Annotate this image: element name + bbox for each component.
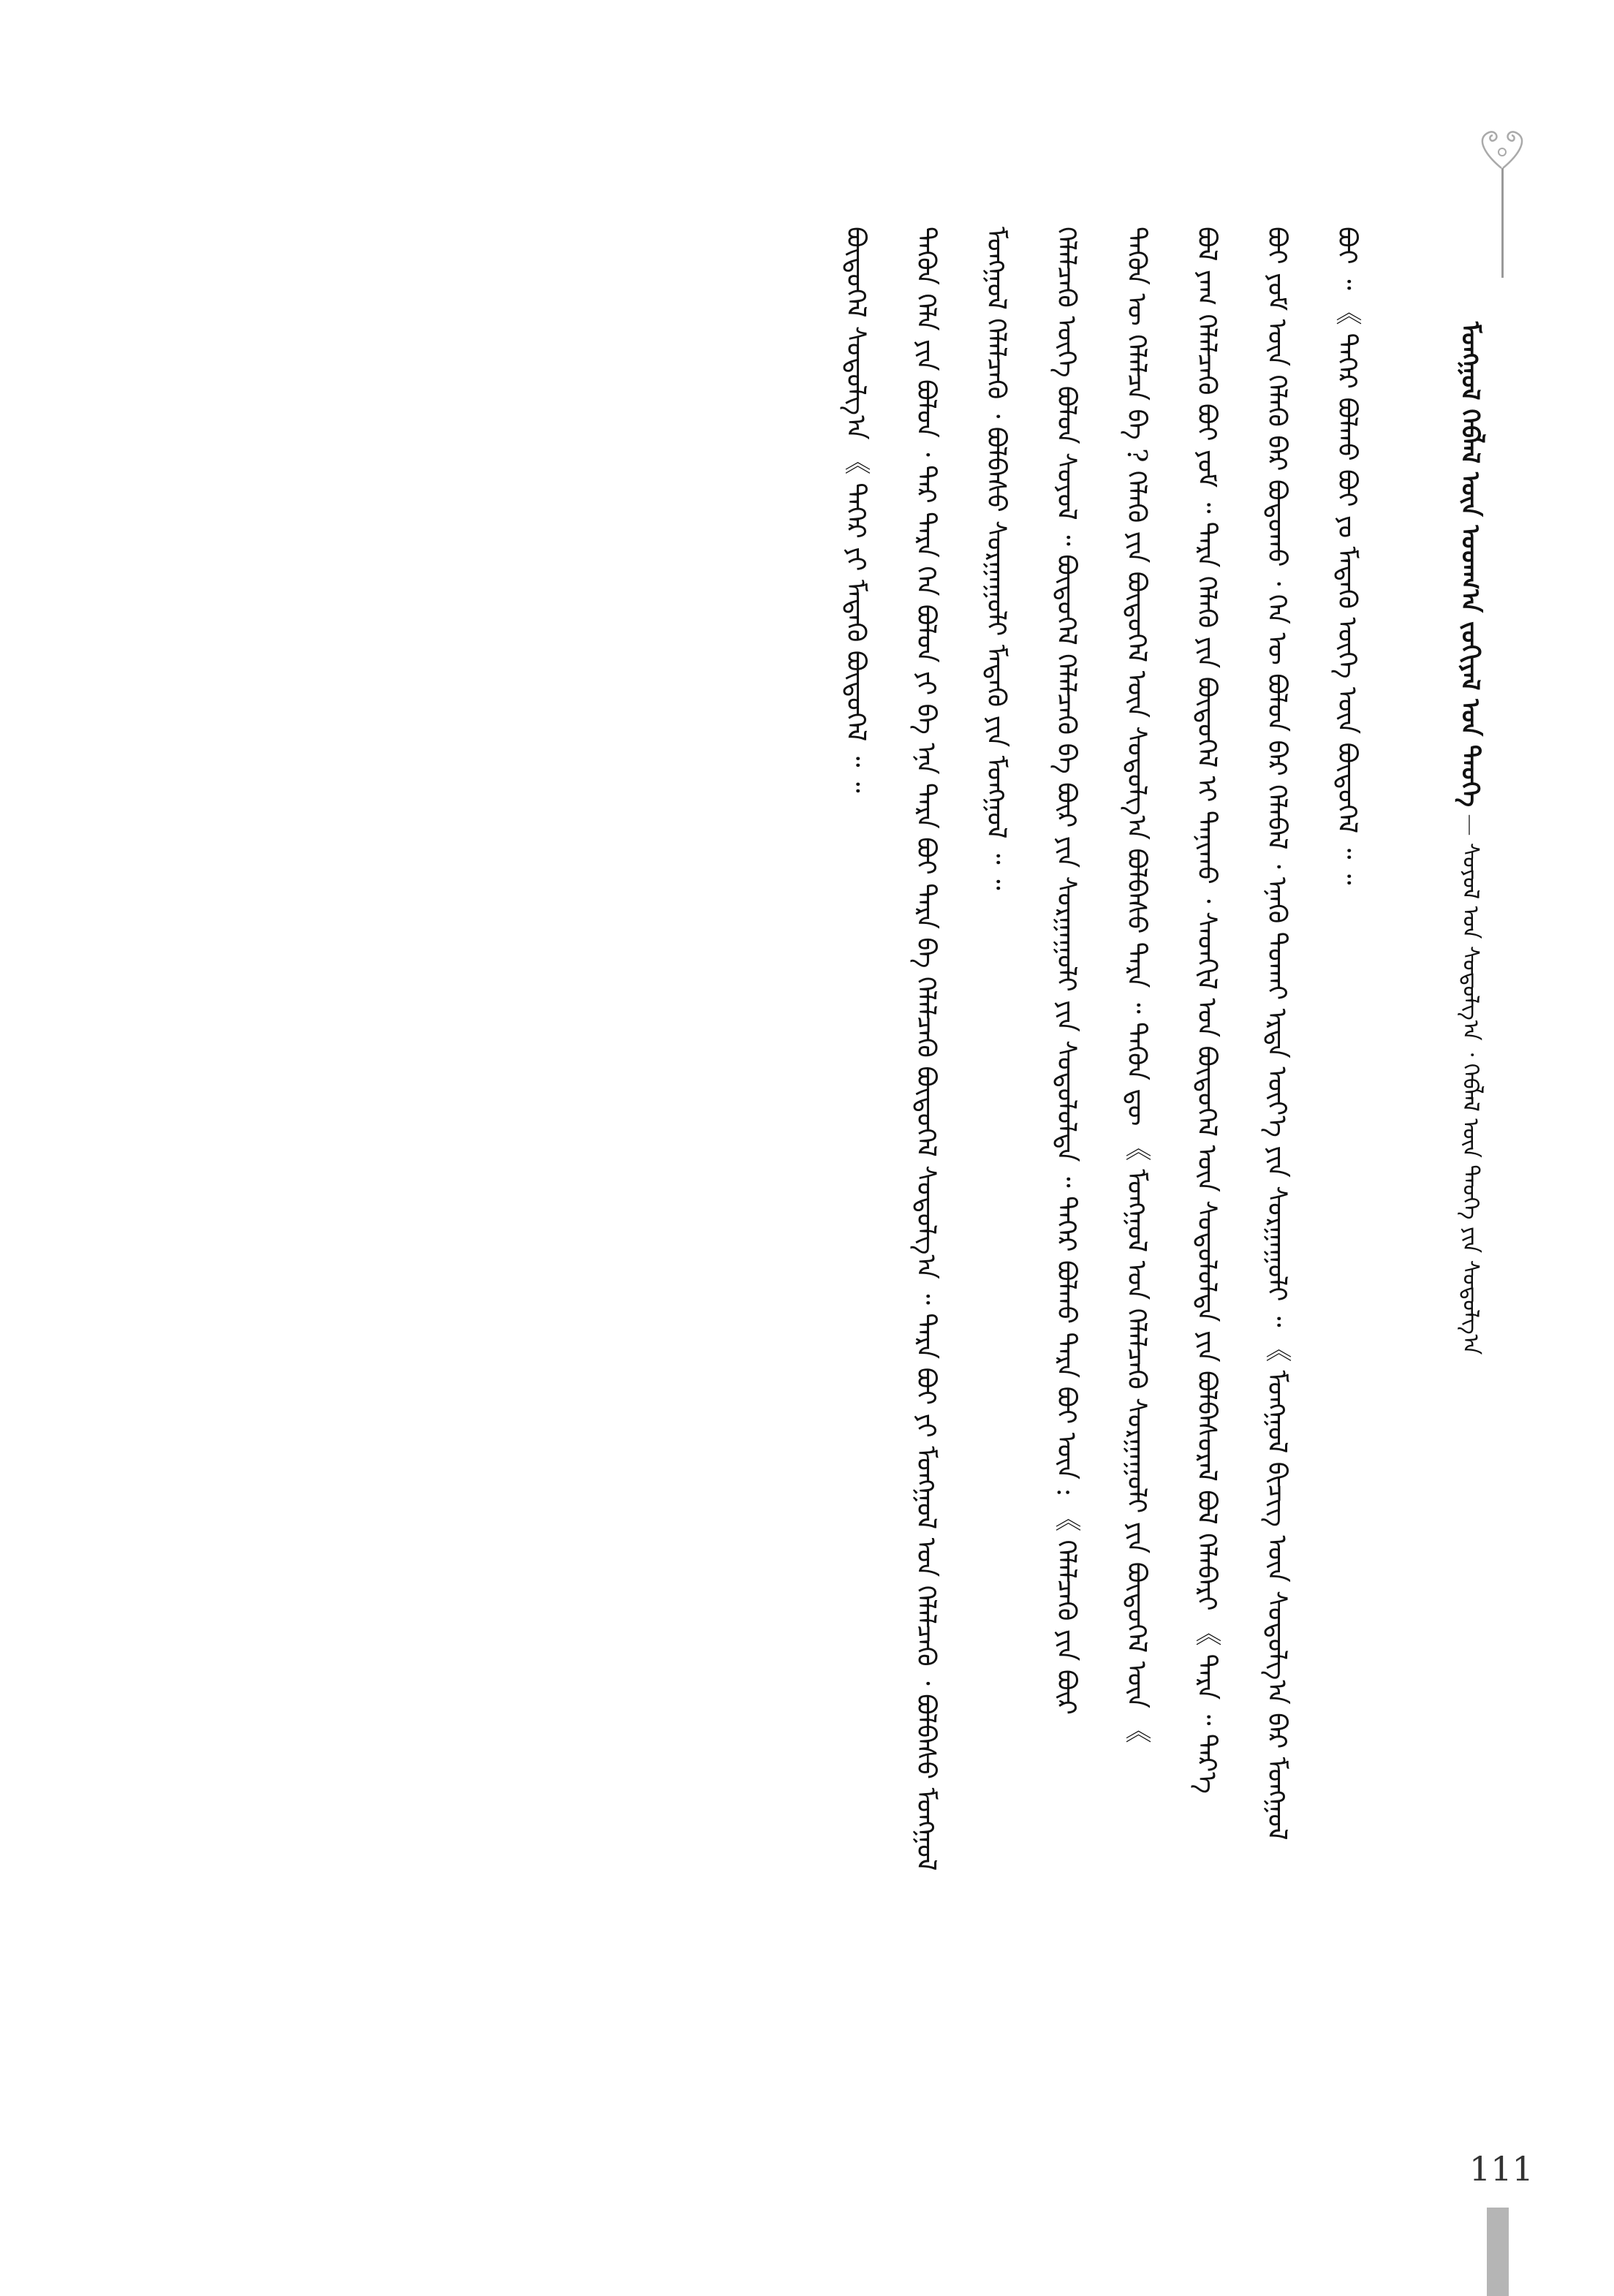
page-number: 111 (1469, 2149, 1534, 2189)
header-separator: — (1458, 814, 1483, 836)
header-rule (1501, 168, 1504, 278)
body-text (197, 227, 1382, 2091)
text-column: ᠲᠡᠭᠦᠨ ᠦ ᠬᠡᠯᠡᠯᠴᠡ ᠪᠠ ? ᠬᠡᠯᠡᠬᠦ ᠶᠢᠨ ᠪᠦᠲᠦᠭᠡᠯ ᠦᠨ ᠰᠤᠳᠤᠯᠭ᠎ᠠ ᠪᠣᠯᠪᠠᠰᠤ ᠲᠡᠷᠡ ᠃ ᠲᠡᠭᠦᠨ ᠳᠦ 《 ᠮᠣᠩᠭᠣᠯ ᠤᠨ ᠬᠡᠯᠡᠯᠴᠡᠬᠦ ᠰᠤᠷᠭᠠᠭᠤᠯᠢ ᠶᠢᠨ ᠪᠦᠲᠦᠭᠡᠯ ᠦᠨ 《 (1121, 227, 1151, 1743)
text-column: ᠪᠤᠢ ᠃ 《 ᠲᠡᠭᠡᠷ ᠪᠣᠯᠬᠤ ᠪᠤᠢ ᠶᠤ ᠮᠡᠳᠡᠬᠦ ᠦᠭᠡ ᠦᠨ ᠪᠦᠲᠦᠭᠡᠯ ᠃ ᠃ (1332, 227, 1362, 885)
text-column: ᠬᠡᠯᠡᠯᠴᠡᠬᠦ ᠦᠭᠡ ᠪᠣᠯᠤᠨ ᠰᠣᠶᠣᠯ ᠃ ᠪᠦᠲᠦᠭᠡᠯ ᠬᠡᠯᠡᠯᠴᠡᠬᠦ ᠪᠠ ᠪᠦᠷ ᠶᠢᠨ ᠰᠤᠷᠭᠠᠭᠤᠯᠢ ᠶᠢᠨ ᠰᠤᠳᠤᠯᠤᠯᠲᠠ ᠃ ᠲᠡᠭᠡᠷ ᠪᠣᠯᠬᠤ ᠲᠡᠷᠡ ᠪᠤᠢ ᠦᠨ : 《 ᠬᠡᠯᠡᠯᠴᠡᠬᠦ ᠶᠢᠨ ᠪᠦᠷ (1051, 227, 1081, 1715)
text-column: ᠪᠣᠯ ᠶᠠᠭ ᠬᠡᠯᠡᠯᠴᠡᠬᠦ ᠪᠤᠢ ᠶᠤᠮ ᠃ ᠲᠡᠷᠡ ᠬᠡᠯᠡᠬᠦ ᠶᠢᠨ ᠪᠦᠲᠦᠭᠡᠯ ᠢ ᠲᠠᠨᠢᠬᠤ ᠂ ᠰᠡᠳᠬᠢᠯ ᠤᠨ ᠪᠦᠲᠦᠭᠡᠯ ᠦᠨ ᠰᠤᠳᠤᠯᠤᠯᠲᠠ ᠶᠢᠨ ᠪᠣᠯᠪᠠᠰᠤᠷᠠᠯ ᠪᠣᠯ ᠬᠡᠯᠡᠪᠡᠷᠢ 《 ᠲᠡᠷᠡ ᠃ ᠲᠡᠷ᠎ᠡ (1191, 227, 1221, 1794)
running-header (1455, 322, 1528, 1355)
text-column: ᠪᠦᠲᠦᠭᠡᠯ ᠰᠤᠳᠤᠯᠭ᠎ᠠ 《 ᠲᠡᠭᠡᠷ ᠶᠢ ᠮᠡᠳᠡᠬᠦ ᠪᠦᠲᠦᠭᠡᠯ ᠃ ᠃ (841, 227, 871, 793)
text-column: ᠲᠡᠭᠦᠨ ᠬᠡᠯᠡ ᠶᠢᠨ ᠪᠣᠯᠤᠨ ᠂ ᠲᠡᠷ ᠲᠡᠷᠡ ᠬᠡᠨ ᠪᠣᠯᠤᠨ ᠶᠢ ᠪᠠ ᠡᠨᠡ ᠲᠡᠷᠡ ᠪᠤᠢ ᠲᠡᠷᠡ ᠪᠠ ᠬᠡᠯᠡᠯᠴᠡᠬᠦ ᠪᠦᠲᠦᠭᠡᠯ ᠰᠤᠳᠤᠯᠭ᠎ᠠ ᠃ ᠲᠡᠷᠡ ᠪᠤᠢ ᠶᠢ ᠮᠣᠩᠭᠣᠯ ᠤᠨ ᠬᠡᠯᠡᠯᠴᠡᠬᠦ ᠂ ᠪᠣᠯᠪᠠᠰᠤ ᠮᠣᠩᠭᠣᠯ (911, 227, 941, 1871)
header-title: ᠮᠣᠩᠭᠣᠯ ᠬᠡᠪᠯᠡᠯ ᠦᠨ ᠤᠳᠬ᠎ᠠ ᠵᠣᠬᠢᠶᠠᠯ ᠤᠨ ᠲᠡᠦᠬᠡ (1455, 322, 1485, 807)
header-subtitle: ᠰᠣᠶᠣᠯ ᠤᠨ ᠰᠤᠳᠤᠯᠭ᠎ᠠ ᠂ ᠬᠡᠪᠯᠡᠯ ᠦᠨ ᠲᠡᠦᠬᠡ ᠶᠢᠨ ᠰᠤᠳᠤᠯᠭ᠎ᠠ (1458, 843, 1483, 1355)
text-column: ᠮᠣᠩᠭᠣᠯ ᠬᠡᠯᠡᠯᠴᠡᠬᠦ ᠂ ᠪᠣᠯᠪᠠᠰᠤ ᠰᠤᠷᠭᠠᠭᠤᠯᠢ ᠮᠡᠳᠡᠬᠦ ᠶᠢᠨ ᠮᠣᠩᠭᠣᠯ ᠃ ᠃ (981, 227, 1011, 890)
page-edge-bar (1487, 2208, 1509, 2296)
text-column: ᠪᠤᠢ ᠶᠤᠮ ᠦᠨ ᠬᠡᠯᠡᠬᠦ ᠪᠡᠷ ᠪᠣᠳᠣᠬᠤ ᠂ ᠬᠡᠨ ᠦ ᠪᠣᠯᠤᠨ ᠪᠡᠷ ᠬᠡᠯᠡᠪᠡᠯ ᠂ ᠡᠨᠡᠬᠦ ᠲᠤᠬᠠᠢ ᠡᠷᠲᠡ ᠦᠶ᠎ᠡ ᠶᠢᠨ ᠰᠤᠷᠭᠠᠭᠤᠯᠢ ᠃ 《 ᠮᠣᠩᠭᠣᠯ ᠪᠢᠴᠢᠭ ᠦᠨ ᠰᠤᠳᠤᠯᠭ᠎ᠠ ᠪᠠᠷ ᠮᠣᠩᠭᠣᠯ (1262, 227, 1292, 1841)
